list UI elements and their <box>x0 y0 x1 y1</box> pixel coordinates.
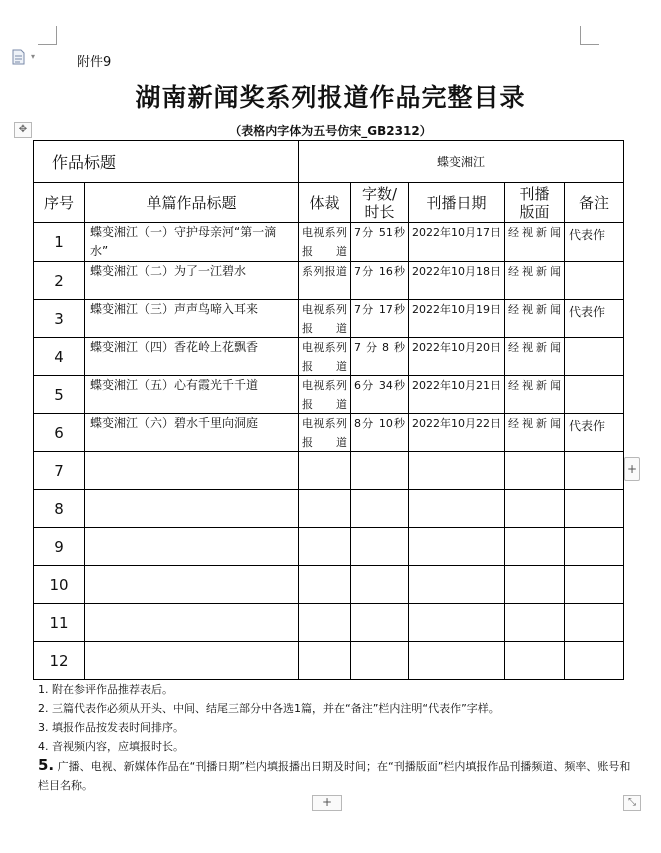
row-title[interactable] <box>85 414 299 452</box>
row-date[interactable] <box>409 414 505 452</box>
row-title-text <box>90 452 294 489</box>
row-section[interactable] <box>505 528 565 566</box>
row-section[interactable] <box>505 376 565 414</box>
row-title[interactable] <box>85 338 299 376</box>
row-title[interactable] <box>85 490 299 528</box>
row-genre[interactable] <box>299 452 351 490</box>
table-row <box>34 642 624 680</box>
row-length-text <box>354 604 405 641</box>
row-no[interactable]: 5 <box>34 376 85 414</box>
row-section-text <box>508 604 561 641</box>
row-title[interactable] <box>85 300 299 338</box>
row-length[interactable] <box>351 223 409 262</box>
row-note-text <box>569 376 619 413</box>
add-row-icon[interactable]: + <box>312 795 342 811</box>
header-section <box>505 183 565 223</box>
row-note[interactable] <box>565 262 624 300</box>
row-title-text: 蝶变湘江（四）香花岭上花飘香 <box>90 340 259 354</box>
row-date-text: 2022年10月19日 <box>412 303 502 316</box>
row-date[interactable] <box>409 300 505 338</box>
row-title-text <box>90 604 294 641</box>
row-no[interactable]: 1 <box>34 223 85 262</box>
row-section-text: 经视新闻 <box>508 379 562 392</box>
row-no[interactable]: 8 <box>34 490 85 528</box>
row-section[interactable] <box>505 223 565 262</box>
row-date[interactable] <box>409 490 505 528</box>
row-note-text <box>569 528 619 565</box>
row-title-text: 蝶变湘江（一）守护母亲河“第一滴水” <box>90 225 277 258</box>
row-note-text: 代表作 <box>569 228 606 242</box>
work-title-row <box>34 141 624 183</box>
row-note[interactable] <box>565 604 624 642</box>
row-note[interactable] <box>565 642 624 680</box>
row-date[interactable] <box>409 376 505 414</box>
row-date-text: 2022年10月21日 <box>412 379 502 392</box>
row-length[interactable] <box>351 642 409 680</box>
row-section-text <box>508 490 561 527</box>
note-item: 4. 音视频内容，应填报时长。 <box>38 740 184 753</box>
row-note[interactable] <box>565 490 624 528</box>
table-row <box>34 528 624 566</box>
row-no[interactable]: 4 <box>34 338 85 376</box>
row-no[interactable]: 7 <box>34 452 85 490</box>
row-title[interactable] <box>85 223 299 262</box>
row-section-text <box>508 566 561 603</box>
row-genre[interactable] <box>299 528 351 566</box>
row-note[interactable] <box>565 338 624 376</box>
document-icon[interactable] <box>12 49 25 65</box>
row-no[interactable]: 12 <box>34 642 85 680</box>
row-note-text <box>569 604 619 641</box>
row-note-text: 代表作 <box>569 419 606 433</box>
header-piece-title: 单篇作品标题 <box>85 183 299 223</box>
row-date[interactable] <box>409 604 505 642</box>
row-date[interactable] <box>409 566 505 604</box>
row-date[interactable] <box>409 262 505 300</box>
row-date-text <box>412 528 501 565</box>
table-row <box>34 452 624 490</box>
row-section-text: 经视新闻 <box>508 417 562 430</box>
row-section[interactable] <box>505 490 565 528</box>
row-title-text <box>90 642 294 679</box>
row-title[interactable] <box>85 376 299 414</box>
page-title: 湖南新闻奖系列报道作品完整目录 <box>135 83 526 112</box>
row-genre[interactable] <box>299 376 351 414</box>
row-date[interactable] <box>409 642 505 680</box>
row-length-text <box>354 566 405 603</box>
work-title-label: 作品标题 <box>34 141 299 183</box>
row-genre[interactable] <box>299 566 351 604</box>
row-no[interactable]: 2 <box>34 262 85 300</box>
work-title-value[interactable]: 蝶变湘江 <box>299 141 624 183</box>
row-title[interactable] <box>85 566 299 604</box>
row-length-text: 7分 51秒 <box>354 226 406 239</box>
row-section[interactable] <box>505 604 565 642</box>
row-title[interactable] <box>85 452 299 490</box>
row-section[interactable] <box>505 642 565 680</box>
row-section-text: 经视新闻 <box>508 265 562 278</box>
row-genre[interactable] <box>299 642 351 680</box>
row-length-text <box>354 528 405 565</box>
row-genre-text <box>302 642 347 679</box>
table-row <box>34 338 624 376</box>
row-date-text <box>412 566 501 603</box>
table-body <box>34 223 624 680</box>
row-genre-text <box>302 604 347 641</box>
row-length-text: 6分 34秒 <box>354 379 406 392</box>
row-section[interactable] <box>505 452 565 490</box>
header-section-line1: 刊播 <box>519 184 550 203</box>
row-genre[interactable] <box>299 604 351 642</box>
row-length-text <box>354 642 405 679</box>
row-genre-text <box>302 452 347 489</box>
row-date-text: 2022年10月22日 <box>412 417 502 430</box>
chevron-down-icon[interactable]: ▾ <box>31 52 36 61</box>
row-title[interactable] <box>85 604 299 642</box>
row-note-text <box>569 338 619 375</box>
row-genre-text: 电视系列报道 <box>302 341 348 373</box>
table-row <box>34 566 624 604</box>
row-note-text <box>569 642 619 679</box>
catalog-table <box>33 140 624 680</box>
row-date-text <box>412 452 501 489</box>
row-length[interactable] <box>351 338 409 376</box>
row-section-text: 经视新闻 <box>508 341 562 354</box>
row-length[interactable] <box>351 452 409 490</box>
row-date[interactable] <box>409 528 505 566</box>
row-date[interactable] <box>409 223 505 262</box>
note-item: 2. 三篇代表作必须从开头、中间、结尾三部分中各选1篇，并在“备注”栏内注明“代表作”字样。 <box>38 702 500 715</box>
row-date-text <box>412 604 501 641</box>
row-section[interactable] <box>505 414 565 452</box>
notes-section <box>38 680 638 795</box>
table-move-icon[interactable]: ✥ <box>14 122 32 138</box>
row-section[interactable] <box>505 338 565 376</box>
row-genre[interactable] <box>299 414 351 452</box>
table-row <box>34 414 624 452</box>
row-date[interactable] <box>409 452 505 490</box>
row-section-text <box>508 642 561 679</box>
row-no[interactable]: 10 <box>34 566 85 604</box>
header-length-line1: 字数/ <box>361 184 398 203</box>
row-date-text: 2022年10月20日 <box>412 341 502 354</box>
row-title[interactable] <box>85 642 299 680</box>
table-row <box>34 490 624 528</box>
header-genre: 体裁 <box>299 183 351 223</box>
header-length-line2: 时长 <box>364 202 395 221</box>
row-genre-text: 电视系列报道 <box>302 379 348 411</box>
header-section-line2: 版面 <box>519 202 550 221</box>
row-title[interactable] <box>85 262 299 300</box>
row-length-text: 7分 16秒 <box>354 265 406 278</box>
row-section[interactable] <box>505 262 565 300</box>
header-note: 备注 <box>565 183 624 223</box>
row-genre[interactable] <box>299 338 351 376</box>
row-title[interactable] <box>85 528 299 566</box>
row-note[interactable] <box>565 566 624 604</box>
row-note-text <box>569 452 619 489</box>
row-note[interactable] <box>565 452 624 490</box>
table-row <box>34 262 624 300</box>
row-length-text: 7分 17秒 <box>354 303 406 316</box>
row-note[interactable] <box>565 300 624 338</box>
row-note[interactable] <box>565 376 624 414</box>
table-row <box>34 604 624 642</box>
row-section[interactable] <box>505 300 565 338</box>
crop-mark-top-right <box>580 26 599 45</box>
row-no[interactable]: 11 <box>34 604 85 642</box>
row-length[interactable] <box>351 262 409 300</box>
row-genre[interactable] <box>299 262 351 300</box>
row-genre[interactable] <box>299 223 351 262</box>
row-length[interactable] <box>351 376 409 414</box>
row-genre-text: 电视系列报道 <box>302 417 348 449</box>
row-genre-text: 系列报道 <box>302 265 348 278</box>
row-genre-text: 电视系列报道 <box>302 226 348 258</box>
row-section-text: 经视新闻 <box>508 226 562 239</box>
table-row <box>34 223 624 262</box>
row-length[interactable] <box>351 300 409 338</box>
crop-mark-top-left <box>38 26 57 45</box>
row-no[interactable]: 9 <box>34 528 85 566</box>
table-resize-icon[interactable]: ⤡ <box>623 795 641 811</box>
note-item: 3. 填报作品按发表时间排序。 <box>38 721 184 734</box>
row-genre-text <box>302 490 347 527</box>
row-date[interactable] <box>409 338 505 376</box>
row-genre[interactable] <box>299 490 351 528</box>
row-date-text <box>412 642 501 679</box>
table-row <box>34 376 624 414</box>
row-note-text <box>569 566 619 603</box>
row-title-text <box>90 566 294 603</box>
row-note[interactable] <box>565 414 624 452</box>
row-note-text: 代表作 <box>569 305 606 319</box>
row-length[interactable] <box>351 490 409 528</box>
table-row <box>34 300 624 338</box>
row-length[interactable] <box>351 528 409 566</box>
row-title-text: 蝶变湘江（五）心有霞光千千道 <box>90 378 259 392</box>
row-title-text <box>90 490 294 527</box>
note-item: 1. 附在参评作品推荐表后。 <box>38 683 173 696</box>
row-date-text: 2022年10月18日 <box>412 265 502 278</box>
row-genre-text <box>302 566 347 603</box>
row-note[interactable] <box>565 223 624 262</box>
row-section[interactable] <box>505 566 565 604</box>
row-section-text <box>508 528 561 565</box>
row-genre-text <box>302 528 347 565</box>
note-item: 5. 广播、电视、新媒体作品在“刊播日期”栏内填报播出日期及时间；在“刊播版面”栏内填报作品刊播频道、频率、账号和栏目名称。 <box>38 756 631 792</box>
row-section-text: 经视新闻 <box>508 303 562 316</box>
add-column-icon[interactable]: + <box>624 457 640 481</box>
row-length[interactable] <box>351 414 409 452</box>
row-length[interactable] <box>351 604 409 642</box>
header-row <box>34 183 624 223</box>
row-length-text <box>354 452 405 489</box>
row-note-text <box>569 262 619 299</box>
header-date: 刊播日期 <box>409 183 505 223</box>
row-title-text <box>90 528 294 565</box>
header-length <box>351 183 409 223</box>
row-genre-text: 电视系列报道 <box>302 303 348 335</box>
row-length-text: 7分8秒 <box>354 341 406 354</box>
row-length-text <box>354 490 405 527</box>
row-genre[interactable] <box>299 300 351 338</box>
row-date-text <box>412 490 501 527</box>
row-no[interactable]: 6 <box>34 414 85 452</box>
row-length[interactable] <box>351 566 409 604</box>
row-title-text: 蝶变湘江（二）为了一江碧水 <box>90 264 247 278</box>
row-section-text <box>508 452 561 489</box>
row-title-text: 蝶变湘江（六）碧水千里向洞庭 <box>90 416 259 430</box>
row-title-text: 蝶变湘江（三）声声鸟啼入耳来 <box>90 302 259 316</box>
page-subtitle: （表格内字体为五号仿宋_GB2312） <box>229 124 432 138</box>
row-no[interactable]: 3 <box>34 300 85 338</box>
row-date-text: 2022年10月17日 <box>412 226 502 239</box>
attachment-label: 附件9 <box>77 55 112 70</box>
header-no: 序号 <box>34 183 85 223</box>
row-note[interactable] <box>565 528 624 566</box>
row-note-text <box>569 490 619 527</box>
row-length-text: 8分 10秒 <box>354 417 406 430</box>
